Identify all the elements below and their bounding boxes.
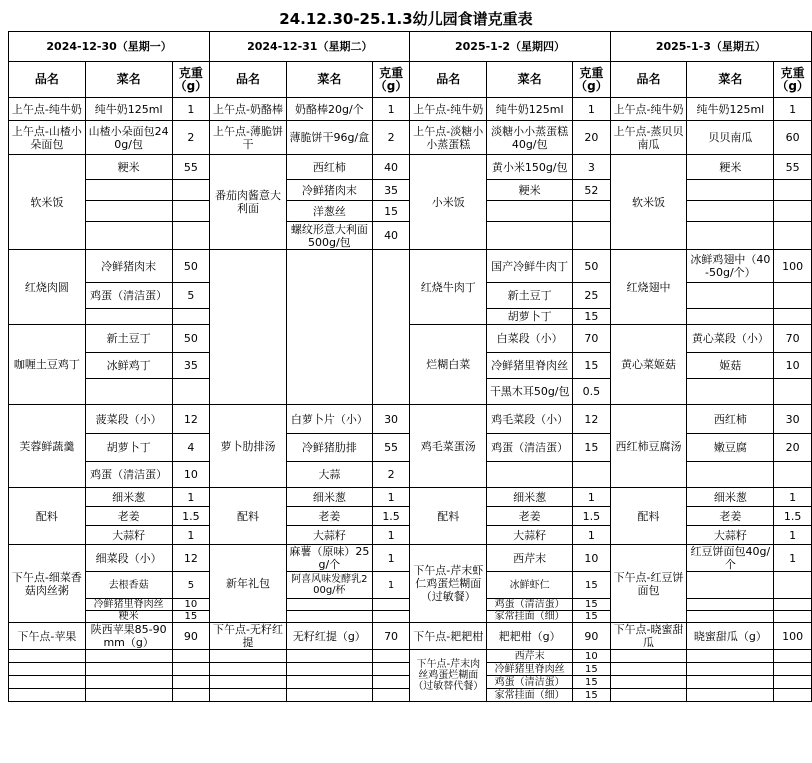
- ingredient-name: 冷鲜猪肉末: [85, 250, 172, 283]
- dish-name: 配料: [610, 488, 687, 545]
- weight-value: 4: [172, 434, 210, 462]
- ingredient-name: [487, 462, 573, 488]
- weight-header: 克重（g）: [172, 62, 210, 98]
- weight-value: 1: [573, 98, 611, 121]
- weight-value: 10: [774, 353, 812, 379]
- weight-value: 15: [573, 611, 611, 623]
- ingredient-name: 西红柿: [286, 155, 372, 180]
- ingredient-name: 干黑木耳50g/包: [487, 379, 573, 405]
- dish-name: [610, 650, 687, 663]
- weight-value: [172, 309, 210, 325]
- weight-value: [172, 201, 210, 222]
- ingredient-name: 鸡蛋（清洁蛋）: [487, 599, 573, 611]
- weight-header: 克重（g）: [573, 62, 611, 98]
- ingredient-name: 山楂小朵面包240g/包: [85, 121, 172, 155]
- ingredient-name: 家常挂面（细）: [487, 611, 573, 623]
- weight-value: 50: [172, 250, 210, 283]
- weight-value: 55: [372, 434, 410, 462]
- ingredient-name: 去根香菇: [85, 572, 172, 599]
- ingredient-name: 白萝卜片（小）: [286, 405, 372, 434]
- weight-value: 1: [774, 545, 812, 572]
- table-row: [9, 650, 812, 663]
- ingredient-name: [85, 180, 172, 201]
- dish-name: [9, 689, 86, 702]
- weight-value: 15: [573, 572, 611, 599]
- weight-value: 25: [573, 283, 611, 309]
- table-row: [9, 405, 812, 434]
- ingredient-name: 国产冷鲜牛肉丁: [487, 250, 573, 283]
- weight-value: 15: [573, 599, 611, 611]
- ingredient-name: 冷鲜猪里脊肉丝: [487, 663, 573, 676]
- dish-name: [610, 689, 687, 702]
- table-row: [9, 121, 812, 155]
- page-title: 24.12.30-25.1.3幼儿园食谱克重表: [279, 10, 533, 28]
- weight-value: 1: [774, 488, 812, 507]
- weight-value: 60: [774, 121, 812, 155]
- ingredient-name: 纯牛奶125ml: [487, 98, 573, 121]
- dish-name: 下午点-芹末肉丝鸡蛋烂糊面（过敏替代餐）: [410, 650, 487, 702]
- weight-value: [372, 611, 410, 623]
- ingredient-name: 菠菜段（小）: [85, 405, 172, 434]
- dish-name: [210, 676, 287, 689]
- ingredient-name: 西芹末: [487, 545, 573, 572]
- dish-name: 下午点-细菜香菇肉丝粥: [9, 545, 86, 623]
- weight-value: 1: [774, 526, 812, 545]
- ingredient-name: 老姜: [286, 507, 372, 526]
- weight-value: 1: [172, 488, 210, 507]
- weight-value: [172, 222, 210, 250]
- weight-value: 2: [172, 121, 210, 155]
- ingredient-name: [687, 379, 774, 405]
- weight-value: 70: [573, 325, 611, 353]
- weight-value: 2: [372, 121, 410, 155]
- ingredient-name: 细菜段（小）: [85, 545, 172, 572]
- dish-name: 红烧翅中: [610, 250, 687, 325]
- weight-value: 90: [172, 623, 210, 650]
- ingredient-name: 家常挂面（细）: [487, 689, 573, 702]
- weight-value: 20: [573, 121, 611, 155]
- ingredient-name: [487, 201, 573, 222]
- ingredient-name: [687, 222, 774, 250]
- weight-value: [774, 201, 812, 222]
- ingredient-header: 菜名: [687, 62, 774, 98]
- ingredient-name: 胡萝卜丁: [85, 434, 172, 462]
- weight-value: 15: [573, 676, 611, 689]
- weight-value: 5: [172, 572, 210, 599]
- dish-name: 上午点-纯牛奶: [610, 98, 687, 121]
- weight-value: 1: [774, 98, 812, 121]
- ingredient-name: [286, 676, 372, 689]
- ingredient-name: [286, 689, 372, 702]
- weight-value: [172, 663, 210, 676]
- dish-name: 软米饭: [610, 155, 687, 250]
- weight-value: 1: [372, 98, 410, 121]
- weight-value: 55: [774, 155, 812, 180]
- ingredient-name: 细米葱: [487, 488, 573, 507]
- ingredient-name: 薄脆饼干96g/盒: [286, 121, 372, 155]
- ingredient-name: 粳米: [487, 180, 573, 201]
- weight-value: 10: [573, 545, 611, 572]
- weight-value: 30: [774, 405, 812, 434]
- weight-value: [774, 379, 812, 405]
- ingredient-name: [687, 676, 774, 689]
- dish-name: [9, 650, 86, 663]
- dish-name: 上午点-淡糖小小蒸蛋糕: [410, 121, 487, 155]
- ingredient-name: 冰鲜虾仁: [487, 572, 573, 599]
- weight-value: [172, 650, 210, 663]
- dish-name: 配料: [210, 488, 287, 545]
- dish-name: [9, 663, 86, 676]
- weight-value: 5: [172, 283, 210, 309]
- weight-value: 1: [573, 488, 611, 507]
- dish-name: 上午点-薄脆饼干: [210, 121, 287, 155]
- dish-name: 萝卜肋排汤: [210, 405, 287, 488]
- weight-value: 1: [573, 526, 611, 545]
- table-row: [9, 250, 812, 283]
- dish-name: 下午点-芹末虾仁鸡蛋烂糊面（过敏餐）: [410, 545, 487, 623]
- ingredient-name: 冰鲜鸡翅中（40-50g/个）: [687, 250, 774, 283]
- ingredient-name: [85, 309, 172, 325]
- weight-value: [372, 676, 410, 689]
- dish-name: 下午点-晓蜜甜瓜: [610, 623, 687, 650]
- weight-value: 100: [774, 250, 812, 283]
- weight-value: 90: [573, 623, 611, 650]
- weight-value: 12: [172, 405, 210, 434]
- ingredient-name: 红豆饼面包40g/个: [687, 545, 774, 572]
- weight-value: [172, 379, 210, 405]
- weight-value: 10: [172, 462, 210, 488]
- weight-value: [372, 663, 410, 676]
- dish-name: [610, 663, 687, 676]
- dish-name: 鸡毛菜蛋汤: [410, 405, 487, 488]
- ingredient-name: 大蒜籽: [487, 526, 573, 545]
- weight-value: 35: [372, 180, 410, 201]
- weight-value: 12: [573, 405, 611, 434]
- ingredient-name: 淡糖小小蒸蛋糕40g/包: [487, 121, 573, 155]
- ingredient-name: 纯牛奶125ml: [687, 98, 774, 121]
- ingredient-name: [687, 180, 774, 201]
- weight-value: [774, 599, 812, 611]
- ingredient-name: [85, 379, 172, 405]
- dish-name: 黄心菜姬菇: [610, 325, 687, 405]
- table-row: [9, 488, 812, 507]
- dish-name: 新年礼包: [210, 545, 287, 623]
- dish-name: 上午点-山楂小朵面包: [9, 121, 86, 155]
- ingredient-name: [687, 572, 774, 599]
- ingredient-name: 奶酪棒20g/个: [286, 98, 372, 121]
- dish-name: 烂糊白菜: [410, 325, 487, 405]
- ingredient-name: 洋葱丝: [286, 201, 372, 222]
- menu-table: [8, 31, 812, 702]
- dish-name: 下午点-苹果: [9, 623, 86, 650]
- ingredient-name: 鸡毛菜段（小）: [487, 405, 573, 434]
- weight-value: 70: [372, 623, 410, 650]
- weight-value: 15: [573, 689, 611, 702]
- date-header: 2025-1-3（星期五）: [610, 32, 811, 62]
- ingredient-name: 细米葱: [85, 488, 172, 507]
- weight-value: 35: [172, 353, 210, 379]
- weight-value: [573, 222, 611, 250]
- ingredient-name: [85, 689, 172, 702]
- weight-value: 1.5: [774, 507, 812, 526]
- weight-value: 15: [573, 663, 611, 676]
- ingredient-name: 大蒜籽: [85, 526, 172, 545]
- dish-name: 红烧肉圆: [9, 250, 86, 325]
- ingredient-name: 陕西苹果85-90mm（g）: [85, 623, 172, 650]
- dish-name: 配料: [9, 488, 86, 545]
- weight-value: [172, 689, 210, 702]
- ingredient-name: [687, 689, 774, 702]
- table-row: [9, 545, 812, 572]
- weight-value: 50: [573, 250, 611, 283]
- date-header: 2025-1-2（星期四）: [410, 32, 610, 62]
- weight-value: 15: [372, 201, 410, 222]
- ingredient-name: 阿喜风味发酵乳200g/杯: [286, 572, 372, 599]
- dish-name: 软米饭: [9, 155, 86, 250]
- weight-value: 1.5: [372, 507, 410, 526]
- column-header-row: [9, 62, 812, 98]
- dish-name: 红烧牛肉丁: [410, 250, 487, 325]
- ingredient-name: 新土豆丁: [487, 283, 573, 309]
- ingredient-name: 粳米: [85, 611, 172, 623]
- weight-value: 0.5: [573, 379, 611, 405]
- ingredient-name: 冷鲜猪里脊肉丝: [85, 599, 172, 611]
- date-header: 2024-12-31（星期二）: [210, 32, 410, 62]
- dish-name: [210, 250, 287, 405]
- weight-value: 12: [172, 545, 210, 572]
- ingredient-name: 贝贝南瓜: [687, 121, 774, 155]
- ingredient-name: [687, 611, 774, 623]
- ingredient-name: [286, 599, 372, 611]
- dish-name: 下午点-耙耙柑: [410, 623, 487, 650]
- ingredient-name: 粳米: [687, 155, 774, 180]
- table-row: [9, 325, 812, 353]
- ingredient-name: 西红柿: [687, 405, 774, 434]
- weight-header: 克重（g）: [372, 62, 410, 98]
- dish-name: 芙蓉鲜蔬羹: [9, 405, 86, 488]
- weight-value: [372, 599, 410, 611]
- weight-value: [774, 663, 812, 676]
- ingredient-name: [286, 250, 372, 405]
- dish-name: 上午点-纯牛奶: [410, 98, 487, 121]
- weight-value: 1: [372, 545, 410, 572]
- ingredient-name: [286, 650, 372, 663]
- weight-value: 1.5: [573, 507, 611, 526]
- weight-value: [774, 222, 812, 250]
- ingredient-name: 鸡蛋（清洁蛋）: [487, 676, 573, 689]
- dish-header: 品名: [610, 62, 687, 98]
- ingredient-name: 老姜: [687, 507, 774, 526]
- ingredient-name: [487, 222, 573, 250]
- weight-value: 2: [372, 462, 410, 488]
- ingredient-name: 粳米: [85, 155, 172, 180]
- ingredient-header: 菜名: [85, 62, 172, 98]
- weight-value: [573, 201, 611, 222]
- dish-name: [210, 689, 287, 702]
- weight-value: 15: [172, 611, 210, 623]
- ingredient-name: [687, 599, 774, 611]
- ingredient-name: 无籽红提（g）: [286, 623, 372, 650]
- ingredient-name: 冷鲜猪里脊肉丝: [487, 353, 573, 379]
- ingredient-name: 白菜段（小）: [487, 325, 573, 353]
- table-row: [9, 155, 812, 180]
- ingredient-name: 晓蜜甜瓜（g）: [687, 623, 774, 650]
- ingredient-name: 黄心菜段（小）: [687, 325, 774, 353]
- table-row: [9, 98, 812, 121]
- weight-value: 20: [774, 434, 812, 462]
- ingredient-name: 西芹末: [487, 650, 573, 663]
- weight-value: 15: [573, 353, 611, 379]
- ingredient-name: 纯牛奶125ml: [85, 98, 172, 121]
- dish-name: [210, 650, 287, 663]
- weight-value: 10: [172, 599, 210, 611]
- weight-value: [774, 689, 812, 702]
- weight-value: 100: [774, 623, 812, 650]
- weight-value: [172, 180, 210, 201]
- weight-value: 55: [172, 155, 210, 180]
- dish-name: [210, 663, 287, 676]
- ingredient-name: [687, 283, 774, 309]
- weight-value: 15: [573, 309, 611, 325]
- weight-header: 克重（g）: [774, 62, 812, 98]
- ingredient-name: [286, 663, 372, 676]
- ingredient-name: 大蒜籽: [286, 526, 372, 545]
- weight-value: 40: [372, 155, 410, 180]
- weight-value: 50: [172, 325, 210, 353]
- ingredient-name: 冰鲜鸡丁: [85, 353, 172, 379]
- ingredient-name: 老姜: [487, 507, 573, 526]
- weight-value: [774, 309, 812, 325]
- weight-value: [774, 462, 812, 488]
- weight-value: [172, 676, 210, 689]
- ingredient-name: 耙耙柑（g）: [487, 623, 573, 650]
- ingredient-name: 大蒜籽: [687, 526, 774, 545]
- date-header: 2024-12-30（星期一）: [9, 32, 210, 62]
- weight-value: 3: [573, 155, 611, 180]
- ingredient-name: [687, 201, 774, 222]
- ingredient-name: [85, 663, 172, 676]
- ingredient-name: 嫩豆腐: [687, 434, 774, 462]
- weight-value: 1: [372, 572, 410, 599]
- dish-name: 西红柿豆腐汤: [610, 405, 687, 488]
- ingredient-name: 鸡蛋（清洁蛋）: [487, 434, 573, 462]
- weight-value: [774, 650, 812, 663]
- dish-name: 下午点-无籽红提: [210, 623, 287, 650]
- weight-value: [774, 180, 812, 201]
- ingredient-name: [687, 309, 774, 325]
- dish-name: 番茄肉酱意大利面: [210, 155, 287, 250]
- ingredient-header: 菜名: [487, 62, 573, 98]
- weight-value: 1: [372, 488, 410, 507]
- ingredient-name: 姬菇: [687, 353, 774, 379]
- weight-value: [372, 250, 410, 405]
- weight-value: 40: [372, 222, 410, 250]
- dish-header: 品名: [9, 62, 86, 98]
- weight-value: 1: [372, 526, 410, 545]
- ingredient-name: [85, 222, 172, 250]
- weight-value: [774, 572, 812, 599]
- dish-name: 下午点-红豆饼面包: [610, 545, 687, 623]
- dish-header: 品名: [410, 62, 487, 98]
- weight-value: 10: [573, 650, 611, 663]
- ingredient-name: [687, 663, 774, 676]
- weight-value: [372, 650, 410, 663]
- ingredient-name: 大蒜: [286, 462, 372, 488]
- ingredient-name: 冷鲜猪肉末: [286, 180, 372, 201]
- weight-value: 30: [372, 405, 410, 434]
- ingredient-name: 黄小米150g/包: [487, 155, 573, 180]
- weight-value: 1: [172, 98, 210, 121]
- ingredient-name: 麻薯（原味）25g/个: [286, 545, 372, 572]
- ingredient-name: 鸡蛋（清洁蛋）: [85, 462, 172, 488]
- ingredient-name: [85, 676, 172, 689]
- weight-value: 1.5: [172, 507, 210, 526]
- dish-name: 小米饭: [410, 155, 487, 250]
- weight-value: 70: [774, 325, 812, 353]
- dish-name: 配料: [410, 488, 487, 545]
- dish-header: 品名: [210, 62, 287, 98]
- ingredient-name: [687, 462, 774, 488]
- ingredient-name: 细米葱: [286, 488, 372, 507]
- dish-name: 上午点-蒸贝贝南瓜: [610, 121, 687, 155]
- dish-name: 上午点-奶酪棒: [210, 98, 287, 121]
- weight-value: [774, 611, 812, 623]
- weight-value: [774, 676, 812, 689]
- weight-value: [774, 283, 812, 309]
- weight-value: [573, 462, 611, 488]
- ingredient-name: 老姜: [85, 507, 172, 526]
- ingredient-name: 新土豆丁: [85, 325, 172, 353]
- ingredient-name: 冷鲜猪肋排: [286, 434, 372, 462]
- ingredient-name: [286, 611, 372, 623]
- dish-name: 上午点-纯牛奶: [9, 98, 86, 121]
- table-row: [9, 623, 812, 650]
- ingredient-name: [85, 201, 172, 222]
- weight-value: 52: [573, 180, 611, 201]
- ingredient-name: [85, 650, 172, 663]
- weight-value: [372, 689, 410, 702]
- ingredient-name: 螺纹形意大利面500g/包: [286, 222, 372, 250]
- dish-name: [610, 676, 687, 689]
- ingredient-header: 菜名: [286, 62, 372, 98]
- dish-name: 咖喱土豆鸡丁: [9, 325, 86, 405]
- date-header-row: [9, 32, 812, 62]
- ingredient-name: 细米葱: [687, 488, 774, 507]
- weight-value: 1: [172, 526, 210, 545]
- ingredient-name: 鸡蛋（清洁蛋）: [85, 283, 172, 309]
- dish-name: [9, 676, 86, 689]
- ingredient-name: [687, 650, 774, 663]
- ingredient-name: 胡萝卜丁: [487, 309, 573, 325]
- weight-value: 15: [573, 434, 611, 462]
